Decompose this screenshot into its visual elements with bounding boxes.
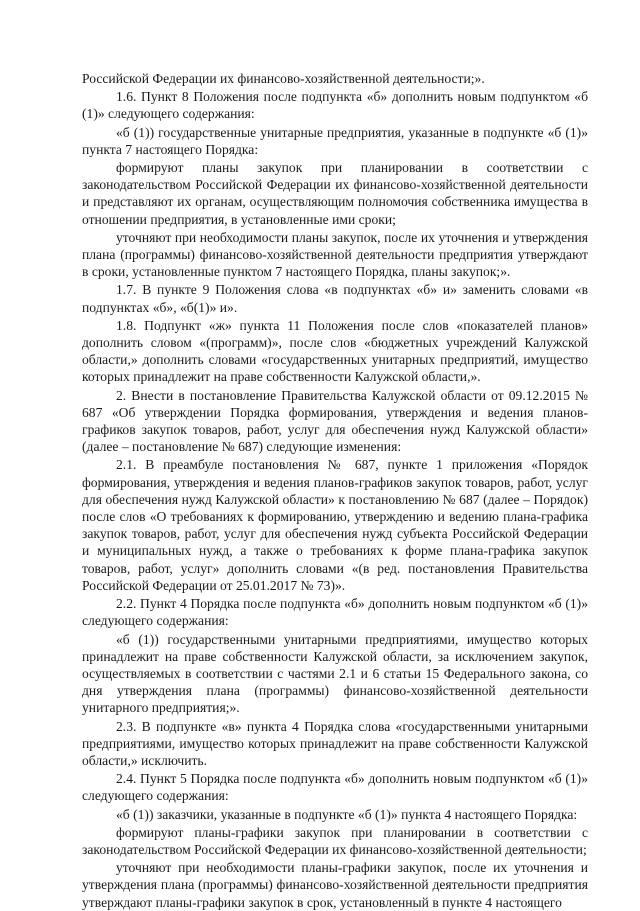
paragraph-1-6-quote: «б (1)) государственные унитарные предприятия, указанные в подпункте «б (1)» пункта 7 настоящего Порядка:: [82, 124, 588, 157]
paragraph-2-2-quote: «б (1)) государственными унитарными предприятиями, имущество которых принадлежит на праве собственности Калужской области, за исключением закупок, осуществляемых в соответствии с частями 2.1 и 6 статьи 15 Федерального закона, со дня утверждения плана (программы) финансово-хозяйственной деятельности унитарного предприятия;».: [82, 631, 588, 716]
paragraph-2-4-update: уточняют при необходимости планы-графики закупок, после их уточнения и утверждения плана (программы) финансово-хозяйственной деятельности предприятия утверждают планы-графики закупок в срок, установленный в пункте 4 настоящего: [82, 860, 588, 910]
paragraph-1-6-update: уточняют при необходимости планы закупок, после их уточнения и утверждения плана (программы) финансово-хозяйственной деятельности предприятия утверждают в сроки, установленные пунктом 7 настоящего Порядка, планы закупок;».: [82, 229, 588, 280]
paragraph-2-3: 2.3. В подпункте «в» пункта 4 Порядка слова «государственными унитарными предприятиями, имущество которых принадлежит на праве собственности Калужской области,» исключить.: [82, 718, 588, 768]
paragraph-2-4-form: формируют планы-графики закупок при планировании в соответствии с законодательством Российской Федерации их финансово-хозяйственной деятельности;: [82, 824, 588, 857]
paragraph-1-7: 1.7. В пункте 9 Положения слова «в подпунктах «б» и» заменить словами «в подпунктах «б», «б(1)» и».: [82, 282, 588, 315]
paragraph-2: 2. Внести в постановление Правительства Калужской области от 09.12.2015 № 687 «Об утверждении Порядка формирования, утверждения и ведения планов-графиков закупок товаров, работ, услуг для обеспечения нужд Калужской области» (далее – постановление № 687) следующие изменения:: [82, 387, 588, 455]
paragraph-2-4: 2.4. Пункт 5 Порядка после подпункта «б» дополнить новым подпунктом «б (1)» следующего содержания:: [82, 771, 588, 804]
paragraph-1-6-form: формируют планы закупок при планировании в соответствии с законодательством Российской Федерации их финансово-хозяйственной деятельности и представляют их органам, осуществляющим полномочия собственника имущества в отношении предприятия, в установленные ими сроки;: [82, 160, 588, 227]
paragraph-1-6: 1.6. Пункт 8 Положения после подпункта «б» дополнить новым подпунктом «б (1)» следующего содержания:: [82, 89, 588, 122]
paragraph-2-4-quote: «б (1)) заказчики, указанные в подпункте «б (1)» пункта 4 настоящего Порядка:: [116, 806, 578, 822]
paragraph-1-8: 1.8. Подпункт «ж» пункта 11 Положения после слов «показателей планов» дополнить словом «(программ)», после слов «бюджетных учреждений Калужской области,» дополнить словами «государственных унитарных предприятий, имущество которых принадлежит на праве собственности Калужской области,».: [82, 317, 588, 385]
paragraph-2-1: 2.1. В преамбуле постановления № 687, пункте 1 приложения «Порядок формирования, утверждения и ведения планов-графиков закупок товаров, работ, услуг для обеспечения нужд Калужской области» к постановлению № 687 (далее – Порядок) после слов «О требованиях к формированию, утверждению и ведению плана-графика закупок товаров, работ, услуг для обеспечения нужд субъекта Российской Федерации и муниципальных нужд, а также о требованиях к форме плана-графика закупок товаров, работ, услуг» дополнить словами «(в ред. постановления Правительства Российской Федерации от 25.01.2017 № 73)».: [82, 457, 588, 593]
paragraph-2-2: 2.2. Пункт 4 Порядка после подпункта «б» дополнить новым подпунктом «б (1)» следующего содержания:: [82, 596, 588, 629]
paragraph-continuation: Российской Федерации их финансово-хозяйственной деятельности;».: [82, 71, 485, 86]
